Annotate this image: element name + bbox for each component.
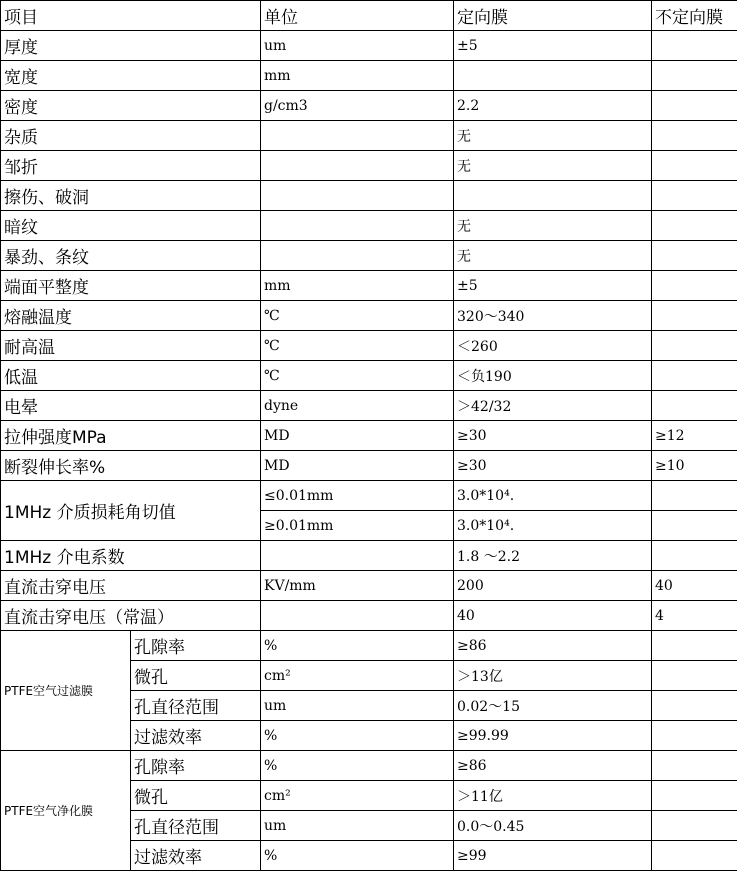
unoriented-value-cell: ≥12 xyxy=(652,421,737,451)
unoriented-value-cell: ≥10 xyxy=(652,451,737,481)
header-oriented: 定向膜 xyxy=(454,1,652,31)
unoriented-value-cell xyxy=(652,661,737,691)
unoriented-value-cell xyxy=(652,31,737,61)
oriented-value-cell: 无 xyxy=(454,211,652,241)
table-row xyxy=(1,31,737,61)
unit-cell: % xyxy=(261,721,454,751)
item-cell: 直流击穿电压 xyxy=(1,571,261,601)
oriented-value-cell: 320～340 xyxy=(454,301,652,331)
unoriented-value-cell xyxy=(652,361,737,391)
oriented-value-cell: ＜负190 xyxy=(454,361,652,391)
unit-cell: ≤0.01mm xyxy=(261,481,454,511)
table-row xyxy=(1,271,737,301)
unoriented-value-cell xyxy=(652,541,737,571)
unoriented-value-cell xyxy=(652,781,737,811)
header-unoriented: 不定向膜 xyxy=(652,1,737,31)
oriented-value-cell: 3.0*10⁴. xyxy=(454,481,652,511)
unoriented-value-cell xyxy=(652,751,737,781)
item-cell: 暗纹 xyxy=(1,211,261,241)
unit-cell: mm xyxy=(261,61,454,91)
item-cell: 1MHz 介质损耗角切值 xyxy=(1,481,261,541)
unit-cell: MD xyxy=(261,421,454,451)
header-unit: 单位 xyxy=(261,1,454,31)
unit-cell: ℃ xyxy=(261,361,454,391)
unit-cell xyxy=(261,121,454,151)
table-row xyxy=(1,211,737,241)
unoriented-value-cell: 4 xyxy=(652,601,737,631)
item-cell: 密度 xyxy=(1,91,261,121)
oriented-value-cell: 40 xyxy=(454,601,652,631)
item-cell: 直流击穿电压（常温） xyxy=(1,601,261,631)
oriented-value-cell: 无 xyxy=(454,151,652,181)
oriented-value-cell: ＞11亿 xyxy=(454,781,652,811)
table-row xyxy=(1,151,737,181)
unit-cell xyxy=(261,541,454,571)
unoriented-value-cell xyxy=(652,631,737,661)
item-cell: 杂质 xyxy=(1,121,261,151)
unoriented-value-cell xyxy=(652,241,737,271)
sub-item-cell: 孔直径范围 xyxy=(131,811,261,841)
unoriented-value-cell xyxy=(652,691,737,721)
unit-cell: % xyxy=(261,631,454,661)
dielectric-loss-row xyxy=(1,481,737,511)
oriented-value-cell: ≥99.99 xyxy=(454,721,652,751)
unoriented-value-cell: 40 xyxy=(652,571,737,601)
oriented-value-cell: ≥99 xyxy=(454,841,652,871)
unit-cell: KV/mm xyxy=(261,571,454,601)
unit-cell: cm² xyxy=(261,661,454,691)
oriented-value-cell: ≥30 xyxy=(454,451,652,481)
item-cell: 邹折 xyxy=(1,151,261,181)
table-row xyxy=(1,391,737,421)
item-cell: 厚度 xyxy=(1,31,261,61)
unit-cell xyxy=(261,241,454,271)
oriented-value-cell: 无 xyxy=(454,241,652,271)
unoriented-value-cell xyxy=(652,301,737,331)
group-label-cell: PTFE空气过滤膜 xyxy=(1,631,131,751)
item-cell: 熔融温度 xyxy=(1,301,261,331)
table-row xyxy=(1,301,737,331)
oriented-value-cell: ≥86 xyxy=(454,631,652,661)
oriented-value-cell: ≥86 xyxy=(454,751,652,781)
oriented-value-cell xyxy=(454,61,652,91)
oriented-value-cell: ≥30 xyxy=(454,421,652,451)
unoriented-value-cell xyxy=(652,121,737,151)
unoriented-value-cell xyxy=(652,61,737,91)
oriented-value-cell: 200 xyxy=(454,571,652,601)
unoriented-value-cell xyxy=(652,211,737,241)
item-cell: 宽度 xyxy=(1,61,261,91)
oriented-value-cell: 无 xyxy=(454,121,652,151)
oriented-value-cell: ＞42/32 xyxy=(454,391,652,421)
item-cell: 电晕 xyxy=(1,391,261,421)
table-row xyxy=(1,541,737,571)
unit-cell: mm xyxy=(261,271,454,301)
group-row xyxy=(1,751,737,781)
unoriented-value-cell xyxy=(652,151,737,181)
oriented-value-cell: 2.2 xyxy=(454,91,652,121)
oriented-value-cell: ±5 xyxy=(454,271,652,301)
unit-cell: MD xyxy=(261,451,454,481)
unit-cell xyxy=(261,151,454,181)
unoriented-value-cell xyxy=(652,481,737,511)
table-row xyxy=(1,421,737,451)
table-row xyxy=(1,571,737,601)
unoriented-value-cell xyxy=(652,391,737,421)
unit-cell: ℃ xyxy=(261,331,454,361)
oriented-value-cell: ＞13亿 xyxy=(454,661,652,691)
unit-cell: % xyxy=(261,751,454,781)
unit-cell: ≥0.01mm xyxy=(261,511,454,541)
table-row xyxy=(1,91,737,121)
header-item: 项目 xyxy=(1,1,261,31)
sub-item-cell: 孔隙率 xyxy=(131,751,261,781)
item-cell: 低温 xyxy=(1,361,261,391)
sub-item-cell: 过滤效率 xyxy=(131,841,261,871)
unit-cell: % xyxy=(261,841,454,871)
unit-cell: cm² xyxy=(261,781,454,811)
unit-cell: ℃ xyxy=(261,301,454,331)
unoriented-value-cell xyxy=(652,91,737,121)
item-cell: 拉伸强度MPa xyxy=(1,421,261,451)
group-row xyxy=(1,631,737,661)
unit-cell xyxy=(261,181,454,211)
sub-item-cell: 过滤效率 xyxy=(131,721,261,751)
unit-cell: um xyxy=(261,691,454,721)
oriented-value-cell: ±5 xyxy=(454,31,652,61)
sub-item-cell: 微孔 xyxy=(131,781,261,811)
item-cell: 耐高温 xyxy=(1,331,261,361)
oriented-value-cell: ＜260 xyxy=(454,331,652,361)
table-row xyxy=(1,361,737,391)
unit-cell: g/cm3 xyxy=(261,91,454,121)
table-row xyxy=(1,61,737,91)
unit-cell: um xyxy=(261,811,454,841)
unoriented-value-cell xyxy=(652,181,737,211)
unoriented-value-cell xyxy=(652,271,737,301)
table-row xyxy=(1,121,737,151)
sub-item-cell: 微孔 xyxy=(131,661,261,691)
oriented-value-cell: 1.8 ～2.2 xyxy=(454,541,652,571)
item-cell: 暴劲、条纹 xyxy=(1,241,261,271)
item-cell: 端面平整度 xyxy=(1,271,261,301)
oriented-value-cell: 0.02～15 xyxy=(454,691,652,721)
oriented-value-cell xyxy=(454,181,652,211)
group-label-cell: PTFE空气净化膜 xyxy=(1,751,131,871)
unoriented-value-cell xyxy=(652,841,737,871)
table-row xyxy=(1,241,737,271)
oriented-value-cell: 0.0～0.45 xyxy=(454,811,652,841)
table-row xyxy=(1,181,737,211)
table-row xyxy=(1,331,737,361)
header-row xyxy=(1,1,737,31)
oriented-value-cell: 3.0*10⁴. xyxy=(454,511,652,541)
item-cell: 断裂伸长率% xyxy=(1,451,261,481)
item-cell: 1MHz 介电系数 xyxy=(1,541,261,571)
sub-item-cell: 孔隙率 xyxy=(131,631,261,661)
unoriented-value-cell xyxy=(652,331,737,361)
unit-cell: um xyxy=(261,31,454,61)
unoriented-value-cell xyxy=(652,721,737,751)
unit-cell: dyne xyxy=(261,391,454,421)
unoriented-value-cell xyxy=(652,511,737,541)
sub-item-cell: 孔直径范围 xyxy=(131,691,261,721)
unit-cell xyxy=(261,601,454,631)
table-row xyxy=(1,601,737,631)
item-cell: 擦伤、破洞 xyxy=(1,181,261,211)
unoriented-value-cell xyxy=(652,811,737,841)
unit-cell xyxy=(261,211,454,241)
table-row xyxy=(1,451,737,481)
spec-table-body xyxy=(1,1,737,871)
